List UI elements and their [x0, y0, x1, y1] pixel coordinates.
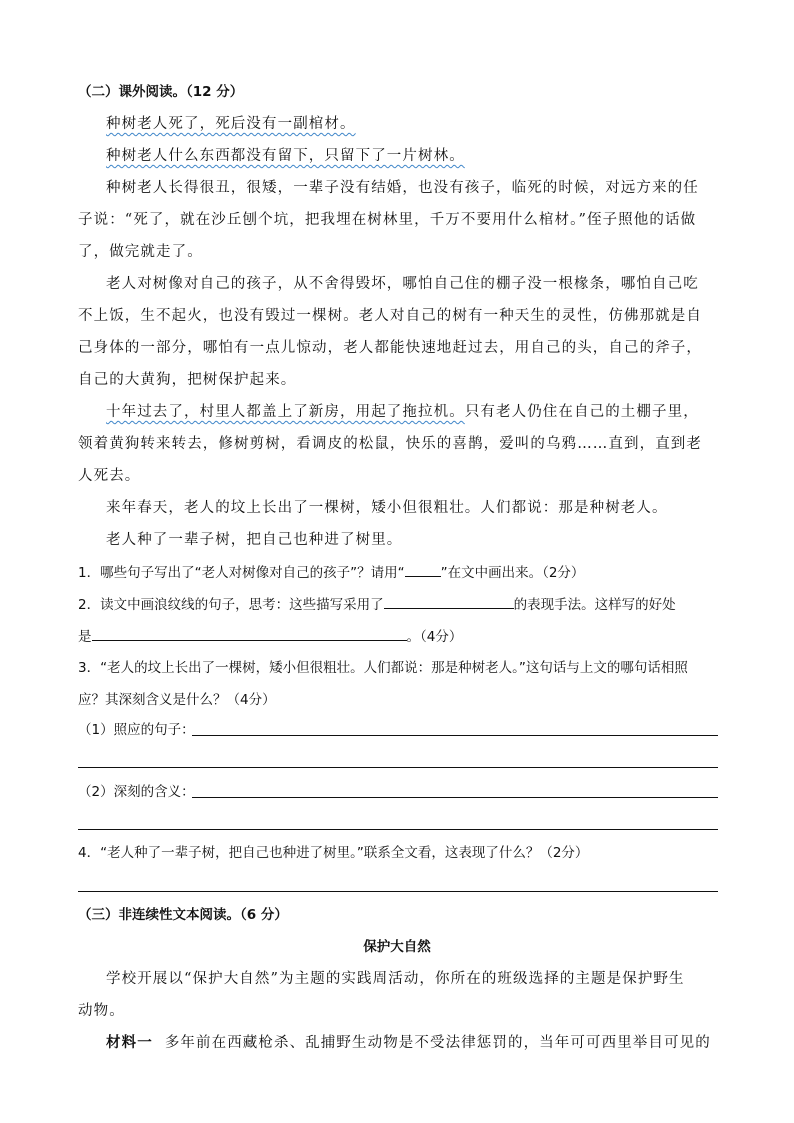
question-2-text: 2．读文中画浪纹线的句子，思考：这些描写采用了	[78, 597, 384, 613]
material-label: 材料一	[106, 1035, 153, 1051]
question-3-line2: 应？其深刻含义是什么？（4分）	[78, 692, 276, 708]
material-1	[106, 1033, 711, 1053]
question-1-text: 1．哪些句子写出了“老人对树像对自己的孩子”？请用“	[78, 565, 405, 581]
passage-text: 只有老人仍住在自己的土棚子里，	[464, 404, 699, 420]
question-2-score: 。（4分）	[406, 629, 463, 645]
question-4: 4．“老人种了一辈子树，把自己也种进了树里。”联系全文看，这表现了什么？（2分）	[78, 845, 589, 861]
section3-intro: 学校开展以“保护大自然”为主题的实践周活动，你所在的班级选择的主题是保护野生	[106, 971, 685, 987]
question-2-text-cont: 的表现手法。这样写的好处	[513, 597, 676, 613]
answer-line[interactable]	[78, 767, 718, 768]
passage-line: 了，做完就走了。	[78, 244, 203, 260]
section3-intro-cont: 动物。	[78, 1003, 125, 1019]
passage-line: 己身体的一部分，哪怕有一点儿惊动，老人都能快速地赶过去，用自己的头，自己的斧子，	[78, 340, 702, 356]
passage-line: 领着黄狗转来转去，修树剪树，看调皮的松鼠，快乐的喜鹊，爱叫的乌鸦……直到，直到老	[78, 436, 702, 452]
question-3-sub2-label: （2）深刻的含义：	[78, 784, 195, 800]
question-3: 3．“老人的坟上长出了一棵树，矮小但很粗壮。人们都说：那是种树老人。”这句话与上文的哪句话相照	[78, 660, 688, 676]
question-2-line2	[78, 626, 462, 647]
passage-line: 种树老人长得很丑，很矮，一辈子没有结婚，也没有孩子，临死的时候，对远方来的任	[106, 180, 699, 196]
passage-line	[106, 402, 699, 422]
passage-line: 来年春天，老人的坟上长出了一棵树，矮小但很粗壮。人们都说：那是种树老人。	[106, 500, 668, 516]
answer-blank[interactable]	[92, 626, 407, 641]
passage-line: 老人种了一辈子树，把自己也种进了树里。	[106, 532, 403, 548]
section3-title: 保护大自然	[363, 939, 431, 955]
section3-heading: （三）非连续性文本阅读。（6 分）	[78, 907, 288, 923]
wavy-sentence: 种树老人死了，死后没有一副棺材。	[106, 116, 356, 132]
wavy-sentence: 种树老人什么东西都没有留下，只留下了一片树林。	[106, 148, 465, 164]
passage-line	[106, 114, 356, 134]
answer-line[interactable]	[78, 891, 718, 892]
question-3-sub1-label: （1）照应的句子：	[78, 722, 195, 738]
passage-line: 自己的大黄狗，把树保护起来。	[78, 372, 297, 388]
answer-blank[interactable]	[384, 594, 514, 609]
answer-line[interactable]	[192, 735, 718, 736]
question-2-text: 是	[78, 629, 92, 645]
material-text: 多年前在西藏枪杀、乱捕野生动物是不受法律惩罚的，当年可可西里举目可见的	[164, 1035, 711, 1051]
passage-line	[106, 146, 465, 166]
passage-line: 老人对树像对自己的孩子，从不舍得毁坏，哪怕自己住的棚子没一根椽条，哪怕自己吃	[106, 276, 699, 292]
question-1	[78, 562, 584, 583]
passage-line: 不上饭，生不起火，也没有毁过一棵树。老人对自己的树有一种天生的灵性，仿佛那就是自	[78, 308, 702, 324]
answer-line[interactable]	[78, 829, 718, 830]
answer-blank[interactable]	[405, 562, 441, 577]
passage-line: 人死去。	[78, 468, 141, 484]
question-1-end: ”在文中画出来。（2分）	[440, 565, 585, 581]
answer-line[interactable]	[192, 797, 718, 798]
wavy-sentence: 十年过去了，村里人都盖上了新房，用起了拖拉机。	[106, 404, 465, 420]
section2-heading: （二）课外阅读。（12 分）	[78, 84, 244, 100]
passage-line: 子说：“死了，就在沙丘刨个坑，把我埋在树林里，千万不要用什么棺材。”侄子照他的话做	[78, 212, 697, 228]
question-2	[78, 594, 676, 615]
